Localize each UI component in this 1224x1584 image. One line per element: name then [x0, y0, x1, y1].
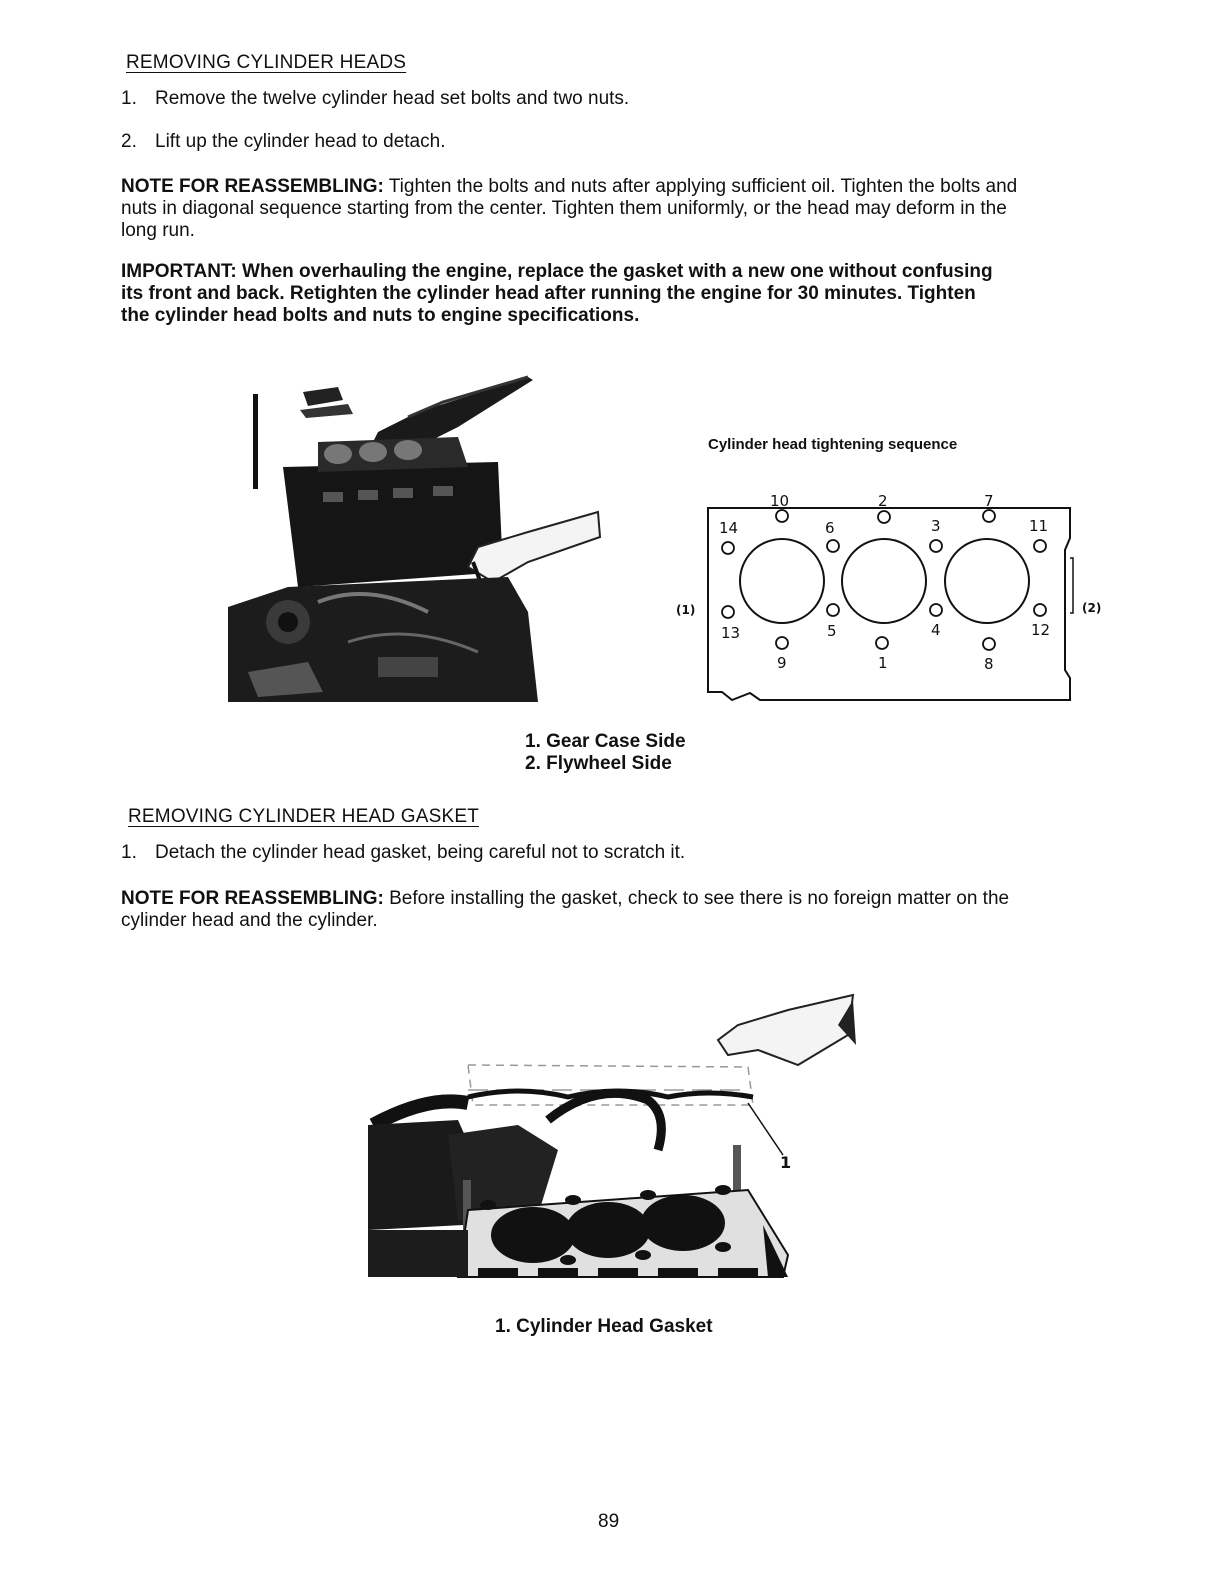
- note-label: NOTE FOR REASSEMBLING:: [121, 176, 384, 197]
- figure-caption-gear-case-side: 1. Gear Case Side: [525, 731, 686, 752]
- step-item: [121, 88, 629, 110]
- note-paragraph: [121, 888, 1021, 932]
- bolt-label-6: 6: [825, 519, 835, 537]
- bolt-label-1: 1: [878, 654, 888, 672]
- bolt-hole-6: [827, 540, 839, 552]
- bolt-hole-11: [1034, 540, 1046, 552]
- figure-caption-cylinder-head-gasket: 1. Cylinder Head Gasket: [495, 1316, 713, 1337]
- step-number: 1.: [121, 842, 137, 863]
- bolt-hole-9: [776, 637, 788, 649]
- step-number: 2.: [121, 131, 137, 152]
- step-text: Lift up the cylinder head to detach.: [155, 131, 446, 152]
- note-text: Before installing the gasket, check to see there is no foreign matter on the cylinder head and the cylinder.: [121, 888, 1010, 931]
- step-text: Detach the cylinder head gasket, being careful not to scratch it.: [155, 842, 686, 863]
- important-paragraph: [121, 261, 1001, 327]
- step-item: [121, 131, 445, 153]
- section-heading-removing-cylinder-heads: REMOVING CYLINDER HEADS: [126, 52, 407, 73]
- bolt-hole-4: [930, 604, 942, 616]
- important-label: IMPORTANT:: [121, 261, 237, 282]
- bolt-label-9: 9: [777, 654, 787, 672]
- bolt-hole-1: [876, 637, 888, 649]
- side-label-gear-case: (1): [676, 603, 696, 617]
- callout-label-gasket: 1: [780, 1153, 792, 1172]
- bolt-hole-12: [1034, 604, 1046, 616]
- bolt-label-4: 4: [931, 621, 941, 639]
- figure-caption-flywheel-side: 2. Flywheel Side: [525, 753, 672, 774]
- bolt-hole-7: [983, 510, 995, 522]
- bolt-label-10: 10: [770, 492, 790, 510]
- tightening-sequence-diagram: [670, 488, 1110, 708]
- bolt-label-8: 8: [984, 655, 994, 673]
- bolt-hole-14: [722, 542, 734, 554]
- bolt-label-12: 12: [1031, 621, 1051, 639]
- bolt-hole-3: [930, 540, 942, 552]
- step-item: [121, 842, 685, 864]
- bolt-hole-10: [776, 510, 788, 522]
- note-text: Tighten the bolts and nuts after applying sufficient oil. Tighten the bolts and nuts in diagonal sequence starting from the center. Tighten them uniformly, or the head may deform in the long run.: [121, 176, 1018, 241]
- diagram-title: Cylinder head tightening sequence: [708, 436, 958, 453]
- bolt-hole-5: [827, 604, 839, 616]
- note-paragraph: [121, 176, 1021, 242]
- bolt-label-14: 14: [719, 519, 739, 537]
- cylinder-head-gasket-photo: [368, 985, 858, 1280]
- section-heading-removing-cylinder-head-gasket: REMOVING CYLINDER HEAD GASKET: [128, 806, 480, 827]
- bolt-label-2: 2: [878, 492, 888, 510]
- step-text: Remove the twelve cylinder head set bolts and two nuts.: [155, 88, 630, 109]
- bolt-hole-2: [878, 511, 890, 523]
- bolt-label-13: 13: [721, 624, 741, 642]
- bolt-label-3: 3: [931, 517, 941, 535]
- bolt-label-7: 7: [984, 492, 994, 510]
- step-number: 1.: [121, 88, 137, 109]
- side-label-flywheel: (2): [1082, 601, 1102, 615]
- important-text: When overhauling the engine, replace the gasket with a new one without confusing its front and back. Retighten the cylinder head after running the engine for 30 minutes. Tighten the cylinder head bolts and nuts to engine specifications.: [121, 261, 993, 326]
- bolt-label-11: 11: [1029, 517, 1049, 535]
- note-label: NOTE FOR REASSEMBLING:: [121, 888, 384, 909]
- cylinder-head-removal-photo: [228, 372, 606, 702]
- bolt-label-5: 5: [827, 622, 837, 640]
- bolt-hole-8: [983, 638, 995, 650]
- bolt-hole-13: [722, 606, 734, 618]
- page-number: 89: [598, 1511, 620, 1532]
